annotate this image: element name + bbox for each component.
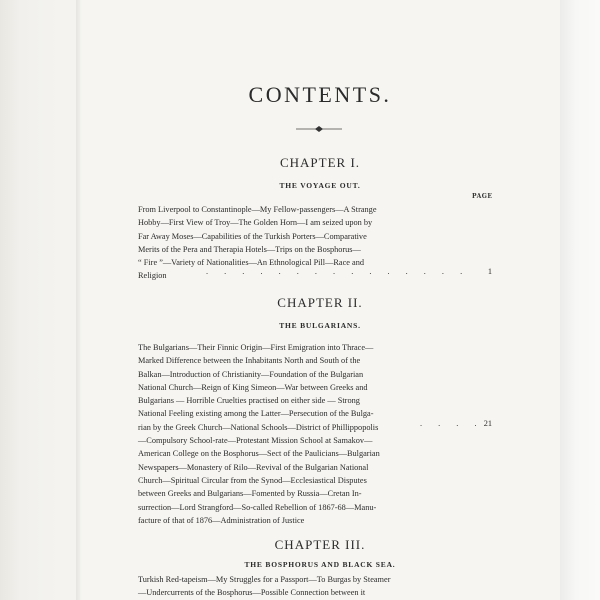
summary-line: “ Fire ”—Variety of Nationalities—An Ethnological Pill—Race and: [138, 258, 365, 268]
contents-title: CONTENTS.: [248, 82, 392, 107]
summary-line: Balkan—Introduction of Christianity—Foundation of the Bulgarian: [138, 369, 364, 379]
chapter-1-heading: CHAPTER I.: [279, 155, 361, 170]
summary-line: Merits of the Pera and Therapia Hotels—Trips on the Bosphorus—: [138, 244, 361, 254]
chapter-2-heading: CHAPTER II.: [277, 295, 363, 310]
page-edge: [560, 0, 600, 600]
summary-line: —Undercurrents of the Bosphorus—Possible Connection between it: [138, 588, 366, 598]
summary-line: Turkish Red-tapeism—My Struggles for a Passport—To Burgas by Steamer: [138, 575, 391, 584]
summary-line: Bulgarians — Horrible Cruelties practised on either side — Strong: [138, 396, 360, 406]
summary-line: between Greeks and Bulgarians—Fomented by Russia—Cretan In-: [138, 489, 362, 499]
summary-line: National Feeling existing among the Latter—Persecution of the Bulga-: [138, 409, 374, 419]
summary-line: —Compulsory School-rate—Protestant Mission School at Samakov—: [138, 436, 373, 446]
dot-leader: . . . .: [420, 419, 484, 428]
chapter-3-heading: CHAPTER III.: [274, 537, 366, 552]
summary-line: National Church—Reign of King Simeon—War between Greeks and: [138, 382, 368, 392]
ornament-diamond: [315, 126, 323, 132]
chapter-3-title: THE BOSPHORUS AND BLACK SEA.: [244, 560, 396, 569]
summary-line: Far Away Moses—Capabilities of the Turkish Porters—Comparative: [138, 231, 367, 241]
summary-line: The Bulgarians—Their Finnic Origin—First Emigration into Thrace—: [138, 343, 374, 352]
page-column-label: PAGE: [472, 193, 493, 200]
summary-line: American College on the Bosphorus—Sect of the Paulicians—Bulgarian: [138, 449, 380, 459]
chapter-2-summary: [138, 341, 470, 527]
summary-line: Newspapers—Monastery of Rilo—Revival of the Bulgarian National: [138, 462, 369, 472]
chapter-1-title: THE VOYAGE OUT.: [279, 181, 361, 190]
summary-line: Hobby—First View of Troy—The Golden Horn—I am seized upon by: [138, 218, 373, 228]
chapter-2-title: THE BULGARIANS.: [279, 321, 361, 330]
chapter-3-summary: [138, 573, 470, 600]
chapter-1-page-number: 1: [487, 267, 492, 276]
chapter-2-page-number: 21: [483, 419, 492, 428]
summary-line: facture of that of 1876—Administration of Justice: [138, 515, 305, 525]
summary-line: Church—Spiritual Circular from the Synod—Ecclesiastical Disputes: [138, 475, 367, 485]
summary-line: rian by the Greek Church—National Schools—District of Phillippopolis: [138, 422, 379, 432]
summary-line: surrection—Lord Strangford—So-called Rebellion of 1867-68—Manu-: [138, 502, 377, 512]
ornament-divider: [296, 124, 342, 134]
summary-line: Marked Difference between the Inhabitants North and South of the: [138, 356, 361, 366]
dot-leader: . . . . . . . . . . . . . . .: [206, 267, 470, 276]
summary-line: Religion: [138, 271, 167, 281]
summary-line: From Liverpool to Constantinople—My Fellow-passengers—A Strange: [138, 205, 377, 214]
